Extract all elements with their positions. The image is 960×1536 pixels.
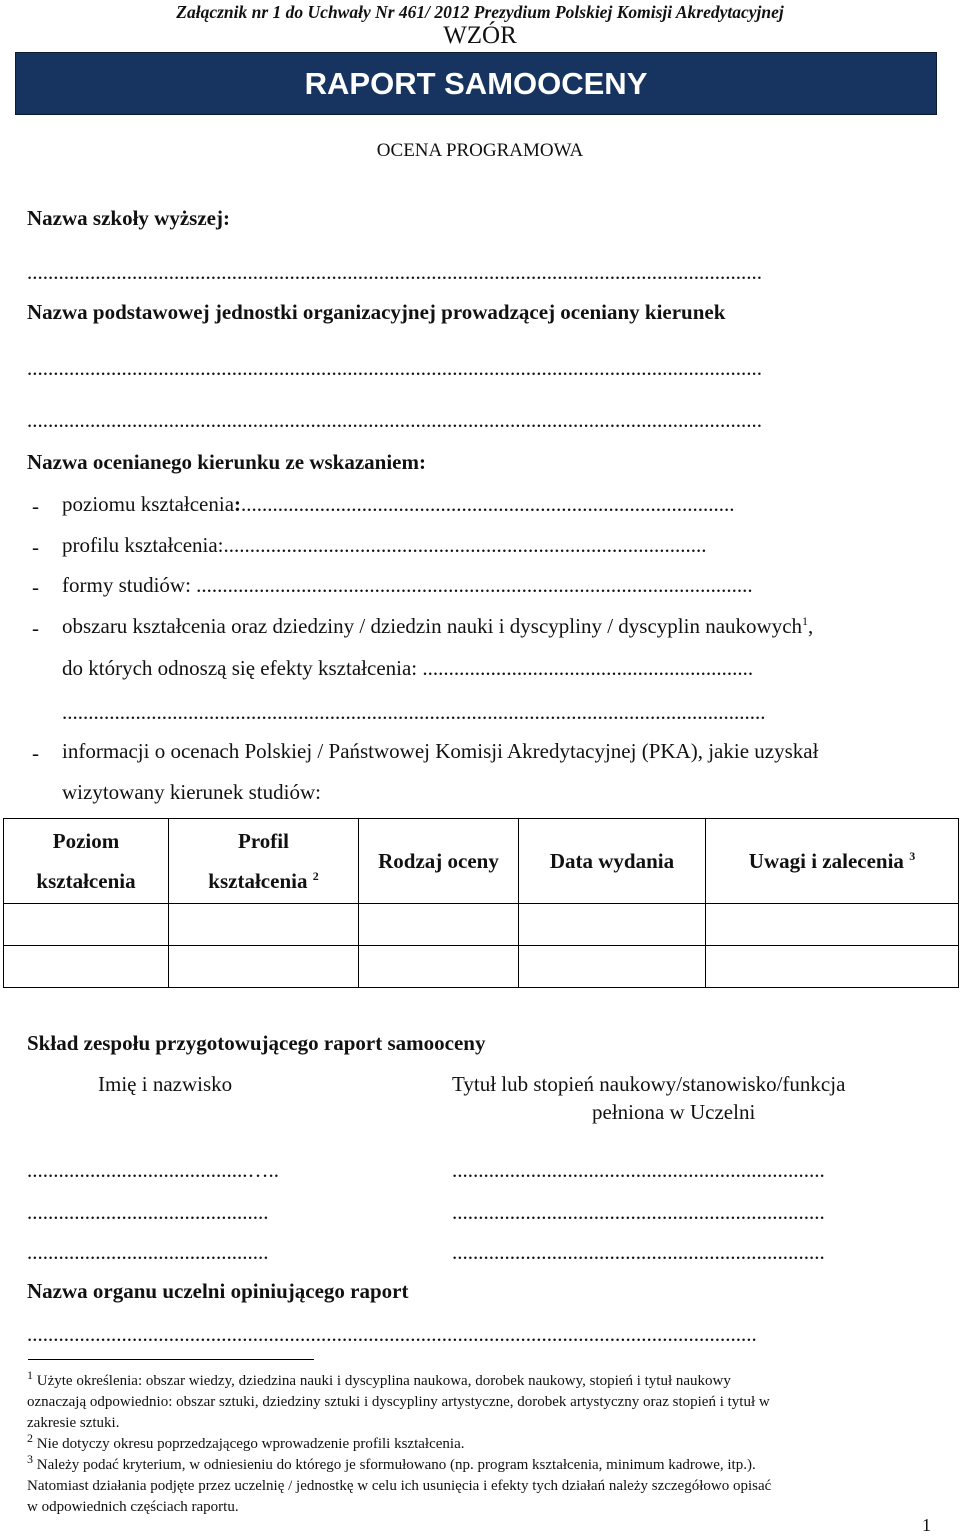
footnote-ref-1: 1 <box>802 614 809 628</box>
school-name-field[interactable]: ............................................................................................................................................ <box>27 260 762 284</box>
col-header-level: Poziom kształcenia <box>4 819 169 904</box>
opinion-field[interactable]: ........................................................................................................................................... <box>27 1322 757 1346</box>
area-dots: ............................................................... <box>422 656 754 680</box>
team-col-title-line-1: Tytuł lub stopień naukowy/stanowisko/funkcja <box>452 1072 846 1096</box>
school-name-label: Nazwa szkoły wyższej: <box>27 206 230 230</box>
table-cell[interactable] <box>706 946 959 988</box>
team-col-title-line-2: pełniona w Uczelni <box>592 1100 756 1124</box>
table-row <box>4 946 959 988</box>
page-number: 1 <box>922 1515 931 1535</box>
title-banner <box>15 52 937 115</box>
table-cell[interactable] <box>359 946 519 988</box>
bullet-dash: - <box>32 741 39 765</box>
pka-ratings-table <box>3 818 959 988</box>
team-title-field[interactable]: ....................................................................... <box>452 1158 825 1182</box>
footnote-1-line-3: zakresie sztuki. <box>27 1415 120 1431</box>
template-label: WZÓR <box>443 22 517 49</box>
footnote-divider <box>28 1359 314 1360</box>
bullet-dash: - <box>32 494 39 518</box>
unit-field-line-1[interactable]: ............................................................................................................................................ <box>27 356 762 380</box>
profile-dots: ............................................................................................ <box>223 533 707 557</box>
mode-text: formy studiów: <box>62 573 197 597</box>
footnote-1-line-2: oznaczają odpowiednio: obszar sztuki, dziedziny sztuki i dyscypliny artystyczne, dorobek artystyczny oraz stopień i tytuł w <box>27 1394 770 1410</box>
unit-label: Nazwa podstawowej jednostki organizacyjnej prowadzącej oceniany kierunek <box>27 300 726 324</box>
area-field-line-2[interactable]: ...................................................................................................................................... <box>62 700 766 724</box>
level-dots: .............................................................................................. <box>241 492 735 516</box>
unit-field-line-2[interactable]: ............................................................................................................................................ <box>27 408 762 432</box>
team-heading: Skład zespołu przygotowującego raport samooceny <box>27 1031 486 1055</box>
area-line-1: obszaru kształcenia oraz dziedziny / dziedzin nauki i dyscypliny / dyscyplin naukowych <box>62 614 803 638</box>
footnote-1-line-1: $^1$ Użyte określenia: obszar wiedzy, dziedzina nauki i dyscyplina naukowa, dorobek naukowy, stopień i tytuł naukowy <box>27 1368 731 1389</box>
level-field[interactable] <box>62 492 735 517</box>
footnote-3-line-3: w odpowiednich częściach raportu. <box>27 1499 239 1515</box>
team-name-field[interactable]: .............................................. <box>27 1240 269 1264</box>
col-header-remarks: Uwagi i zalecenia $^3$ <box>706 819 959 904</box>
mode-dots: .......................................................................................................... <box>196 573 753 597</box>
page-title: RAPORT SAMOOCENY <box>304 66 648 101</box>
col-header-type: Rodzaj oceny <box>359 819 519 904</box>
profile-field[interactable] <box>62 533 707 558</box>
team-title-field[interactable]: ....................................................................... <box>452 1240 825 1264</box>
pka-line-1: informacji o ocenach Polskiej / Państwowej Komisji Akredytacyjnej (PKA), jakie uzyskał <box>62 739 819 763</box>
table-cell[interactable] <box>519 946 706 988</box>
area-text <box>62 614 813 639</box>
team-title-field[interactable]: ....................................................................... <box>452 1200 825 1224</box>
level-colon: : <box>234 492 242 516</box>
pka-line-2: wizytowany kierunek studiów: <box>62 780 321 804</box>
bullet-dash: - <box>32 575 39 599</box>
table-cell[interactable] <box>706 904 959 946</box>
footnote-3-line-1: $^3$ Należy podać kryterium, w odniesieniu do którego je sformułowano (np. program kształcenia, minimum kadrowe, itp.). <box>27 1452 756 1473</box>
area-comma: , <box>808 614 814 638</box>
team-col-name: Imię i nazwisko <box>98 1072 233 1096</box>
footnote-2: $^2$ Nie dotyczy okresu poprzedzającego wprowadzenie profili kształcenia. <box>27 1431 465 1452</box>
program-label: Nazwa ocenianego kierunku ze wskazaniem: <box>27 450 426 474</box>
team-name-field[interactable]: ..........................................….. <box>27 1158 279 1182</box>
area-line-2: do których odnoszą się efekty kształcenia: <box>62 656 423 680</box>
table-row <box>4 904 959 946</box>
annex-note: Załącznik nr 1 do Uchwały Nr 461/ 2012 Prezydium Polskiej Komisji Akredytacyjnej <box>176 2 784 22</box>
table-cell[interactable] <box>169 946 359 988</box>
col-header-date: Data wydania <box>519 819 706 904</box>
area-field[interactable] <box>62 656 753 681</box>
bullet-dash: - <box>32 616 39 640</box>
col-header-profile: Profil kształcenia $^2$ <box>169 819 359 904</box>
report-subtitle: OCENA PROGRAMOWA <box>376 140 584 161</box>
table-cell[interactable] <box>4 904 169 946</box>
team-name-field[interactable]: .............................................. <box>27 1200 269 1224</box>
table-header-row <box>4 819 959 904</box>
table-cell[interactable] <box>359 904 519 946</box>
table-cell[interactable] <box>4 946 169 988</box>
table-cell[interactable] <box>519 904 706 946</box>
level-text: poziomu kształcenia <box>62 492 235 516</box>
bullet-dash: - <box>32 535 39 559</box>
mode-field[interactable] <box>62 573 753 598</box>
footnote-3-line-2: Natomiast działania podjęte przez uczelnię / jednostkę w celu ich usunięcia i efekty tych działań należy szczegółowo opisać <box>27 1478 772 1494</box>
table-cell[interactable] <box>169 904 359 946</box>
opinion-label: Nazwa organu uczelni opiniującego raport <box>27 1279 409 1303</box>
profile-text: profilu kształcenia: <box>62 533 224 557</box>
